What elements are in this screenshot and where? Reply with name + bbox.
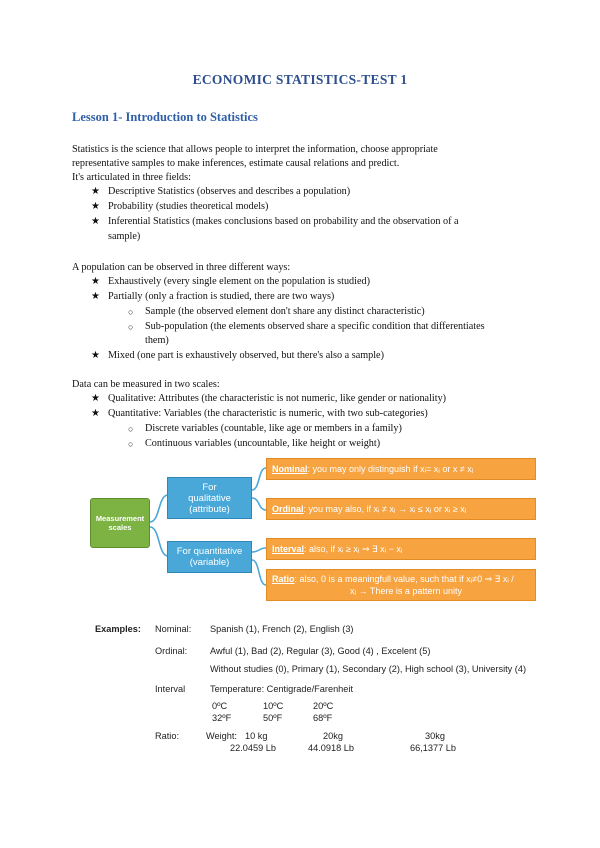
star-bullet-icon: ★ bbox=[91, 393, 100, 404]
node-label: For bbox=[202, 481, 217, 493]
interval-example-label: Interval bbox=[155, 684, 186, 694]
ordinal-node bbox=[266, 498, 536, 520]
temp-fahrenheit-1: 50ºF bbox=[263, 713, 283, 723]
ratio-example-label: Ratio: bbox=[155, 731, 180, 741]
document-title: ECONOMIC STATISTICS-TEST 1 bbox=[192, 72, 408, 87]
population-intro: A population can be observed in three different ways: bbox=[72, 262, 291, 273]
list-item-text: Descriptive Statistics (observes and describes a population) bbox=[108, 186, 351, 197]
list-item-text: Inferential Statistics (makes conclusions based on probability and the observation of a bbox=[108, 216, 459, 227]
weight-kg-2: 30kg bbox=[425, 731, 445, 741]
ordinal-label: Ordinal bbox=[272, 504, 304, 514]
intro-line-3: It's articulated in three fields: bbox=[72, 172, 191, 183]
connector-root-qualitative bbox=[150, 495, 168, 522]
ratio-label: Ratio bbox=[272, 574, 295, 584]
interval-example-value: Temperature: Centigrade/Farenheit bbox=[210, 684, 353, 694]
temp-fahrenheit-0: 32ºF bbox=[212, 713, 232, 723]
ordinal-example-value-2: Without studies (0), Primary (1), Secondary (2), High school (3), University (4) bbox=[210, 664, 527, 674]
list-item-continuation: sample) bbox=[108, 231, 141, 242]
star-bullet-icon: ★ bbox=[91, 350, 100, 361]
nominal-node bbox=[266, 458, 536, 480]
ordinal-text: : you may also, if xᵢ ≠ xⱼ → xᵢ ≤ xⱼ or xᵢ ≥ xⱼ bbox=[303, 504, 467, 514]
star-bullet-icon: ★ bbox=[91, 186, 100, 197]
node-label: qualitative bbox=[188, 492, 231, 504]
nominal-example-label: Nominal: bbox=[155, 624, 192, 634]
nominal-example-value: Spanish (1), French (2), English (3) bbox=[210, 624, 354, 634]
circle-bullet-icon: ○ bbox=[128, 424, 134, 434]
intro-line-2: representative samples to make inferences, estimate causal relations and predict. bbox=[72, 158, 400, 169]
measurement-scales-node bbox=[90, 498, 150, 548]
interval-text: : also, if xᵢ ≥ xⱼ ⇒ ∃ xᵢ − xⱼ bbox=[304, 544, 403, 554]
connector-quant-ratio bbox=[252, 560, 266, 585]
list-item-text: Partially (only a fraction is studied, there are two ways) bbox=[108, 291, 335, 302]
lesson-heading: Lesson 1- Introduction to Statistics bbox=[72, 110, 258, 124]
star-bullet-icon: ★ bbox=[91, 291, 100, 302]
node-label: (attribute) bbox=[189, 503, 230, 515]
intro-line-1: Statistics is the science that allows people to interpret the information, choose appropriate bbox=[72, 144, 438, 155]
weight-kg-1: 20kg bbox=[323, 731, 343, 741]
list-item-text: Exhaustively (every single element on the population is studied) bbox=[108, 276, 370, 287]
node-label: For quantitative bbox=[176, 546, 243, 557]
circle-bullet-icon: ○ bbox=[128, 307, 134, 317]
ordinal-example-label: Ordinal: bbox=[155, 646, 188, 656]
list-item-text: Discrete variables (countable, like age or members in a family) bbox=[145, 423, 402, 434]
star-bullet-icon: ★ bbox=[91, 216, 100, 227]
weight-kg-0: 10 kg bbox=[245, 731, 268, 741]
ratio-node bbox=[266, 569, 536, 601]
temp-celsius-1: 10ºC bbox=[263, 701, 284, 711]
qualitative-node bbox=[167, 477, 252, 519]
examples-heading: Examples: bbox=[95, 624, 141, 634]
star-bullet-icon: ★ bbox=[91, 276, 100, 287]
nominal-label: Nominal bbox=[272, 464, 308, 474]
connector-qual-ordinal bbox=[252, 498, 266, 510]
weight-lb-1: 44.0918 Lb bbox=[308, 743, 354, 753]
weight-prefix: Weight: bbox=[206, 731, 237, 741]
circle-bullet-icon: ○ bbox=[128, 322, 134, 332]
weight-lb-2: 66,1377 Lb bbox=[410, 743, 456, 753]
quantitative-node bbox=[167, 541, 252, 573]
node-label: Measurement scales bbox=[95, 514, 145, 532]
ordinal-example-value-1: Awful (1), Bad (2), Regular (3), Good (4) , Excelent (5) bbox=[210, 646, 431, 656]
list-item-text: Sample (the observed element don't share any distinct characteristic) bbox=[145, 306, 425, 317]
list-item-text: Quantitative: Variables (the characteristic is numeric, with two sub-categories) bbox=[108, 408, 428, 419]
nominal-text: : you may only distinguish if xᵢ= xⱼ or x ≠ xⱼ bbox=[307, 464, 474, 474]
connector-qual-nominal bbox=[252, 468, 266, 490]
temp-celsius-0: 0ºC bbox=[212, 701, 228, 711]
connector-quant-interval bbox=[252, 548, 266, 552]
list-item-text: Qualitative: Attributes (the characteristic is not numeric, like gender or nationality) bbox=[108, 393, 447, 404]
interval-label: Interval bbox=[272, 544, 305, 554]
weight-lb-0: 22.0459 Lb bbox=[230, 743, 276, 753]
interval-node bbox=[266, 538, 536, 560]
temp-celsius-2: 20ºC bbox=[313, 701, 334, 711]
ratio-text-continuation: xⱼ → There is a pattern unity bbox=[350, 586, 462, 596]
star-bullet-icon: ★ bbox=[91, 201, 100, 212]
ratio-text: : also, 0 is a meaningfull value, such that if xⱼ≠0 ⇒ ∃ xᵢ / bbox=[294, 574, 514, 584]
list-item-text: Probability (studies theoretical models) bbox=[108, 201, 269, 212]
list-item-text: Continuous variables (uncountable, like height or weight) bbox=[145, 438, 381, 449]
list-item-text: Sub-population (the elements observed share a specific condition that differentiates bbox=[145, 321, 485, 332]
circle-bullet-icon: ○ bbox=[128, 439, 134, 449]
list-item-continuation: them) bbox=[145, 335, 169, 346]
list-item-text: Mixed (one part is exhaustively observed, but there's also a sample) bbox=[108, 350, 384, 361]
connector-root-quantitative bbox=[150, 527, 168, 556]
star-bullet-icon: ★ bbox=[91, 408, 100, 419]
temp-fahrenheit-2: 68ºF bbox=[313, 713, 333, 723]
node-label: (variable) bbox=[189, 557, 230, 568]
scales-intro: Data can be measured in two scales: bbox=[72, 379, 220, 390]
